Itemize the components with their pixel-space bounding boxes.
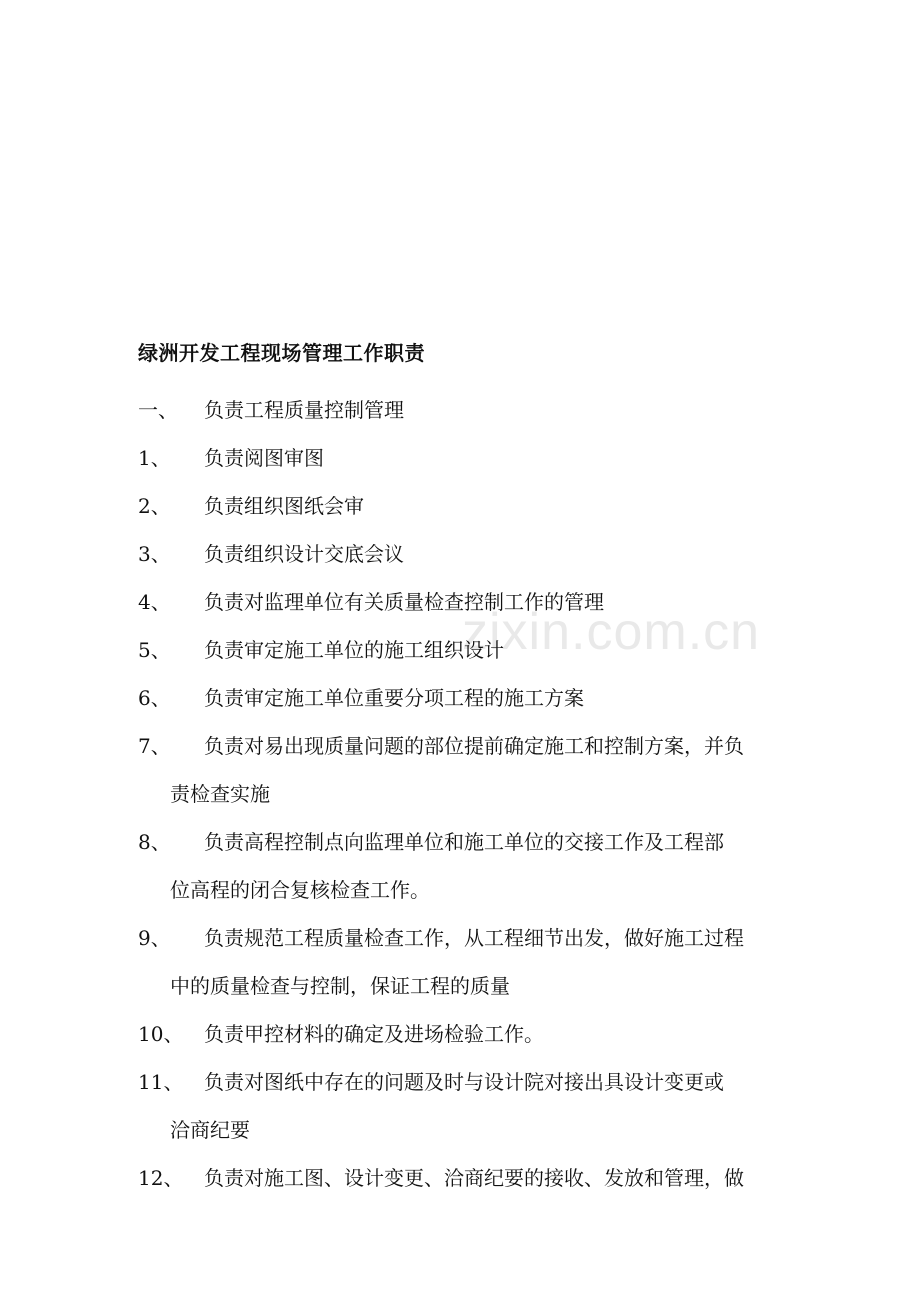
list-item — [138, 722, 788, 818]
list-item-first-line — [138, 1154, 788, 1202]
document-title: 绿洲开发工程现场管理工作职责 — [138, 341, 425, 365]
list-item-text: 负责规范工程质量检查工作，从工程细节出发，做好施工过程 — [204, 926, 744, 950]
list-item-text: 负责审定施工单位的施工组织设计 — [204, 638, 504, 662]
list-item — [138, 818, 788, 914]
list-item-number: 11、 — [138, 1070, 184, 1094]
list-item-number: 7、 — [138, 734, 171, 758]
list-item-number: 8、 — [138, 830, 171, 854]
list-item-continuation: 中的质量检查与控制，保证工程的质量 — [170, 974, 510, 998]
list-item-first-line — [138, 818, 788, 866]
list-item-first-line — [138, 1058, 788, 1106]
list-item — [138, 578, 788, 626]
list-item — [138, 1058, 788, 1154]
list-item-first-line — [138, 530, 788, 578]
list-item — [138, 1154, 788, 1202]
list-item-text: 负责高程控制点向监理单位和施工单位的交接工作及工程部 — [204, 830, 724, 854]
list-item-text: 负责对监理单位有关质量检查控制工作的管理 — [204, 590, 604, 614]
list-item — [138, 434, 788, 482]
list-item-number: 10、 — [138, 1022, 184, 1046]
list-item-text: 负责甲控材料的确定及进场检验工作。 — [204, 1022, 544, 1046]
list-item-number: 6、 — [138, 686, 171, 710]
list-item — [138, 674, 788, 722]
list-item-text: 负责阅图审图 — [204, 446, 324, 470]
list-item-first-line — [138, 626, 788, 674]
list-item-text: 负责对图纸中存在的问题及时与设计院对接出具设计变更或 — [204, 1070, 724, 1094]
list-item-first-line — [138, 578, 788, 626]
list-item-first-line — [138, 434, 788, 482]
list-item-first-line — [138, 674, 788, 722]
list-item-continuation: 洽商纪要 — [170, 1118, 250, 1142]
list-item-first-line — [138, 1010, 788, 1058]
list-item-number: 3、 — [138, 542, 171, 566]
list-item-number: 一、 — [138, 398, 178, 422]
list-item-number: 5、 — [138, 638, 171, 662]
list-item — [138, 914, 788, 1010]
list-item — [138, 482, 788, 530]
list-item-number: 4、 — [138, 590, 171, 614]
list-item-continuation: 责检查实施 — [170, 782, 270, 806]
list-item-continuation: 位高程的闭合复核检查工作。 — [170, 878, 430, 902]
list-item — [138, 626, 788, 674]
list-item — [138, 386, 788, 434]
watermark-text: zixin.com.cn — [462, 603, 761, 661]
list-item — [138, 530, 788, 578]
list-item-text: 负责工程质量控制管理 — [204, 398, 404, 422]
list-item-first-line — [138, 482, 788, 530]
list-item — [138, 1010, 788, 1058]
list-item-text: 负责组织图纸会审 — [204, 494, 364, 518]
list-item-text: 负责组织设计交底会议 — [204, 542, 404, 566]
list-item-number: 12、 — [138, 1166, 184, 1190]
list-item-number: 1、 — [138, 446, 171, 470]
list-item-text: 负责对施工图、设计变更、洽商纪要的接收、发放和管理，做 — [204, 1166, 744, 1190]
list-item-text: 负责审定施工单位重要分项工程的施工方案 — [204, 686, 584, 710]
list-item-first-line — [138, 722, 788, 770]
list-item-first-line — [138, 914, 788, 962]
list-item-number: 9、 — [138, 926, 171, 950]
duty-list — [138, 386, 788, 1202]
list-item-first-line — [138, 386, 788, 434]
list-item-number: 2、 — [138, 494, 171, 518]
list-item-text: 负责对易出现质量问题的部位提前确定施工和控制方案，并负 — [204, 734, 744, 758]
